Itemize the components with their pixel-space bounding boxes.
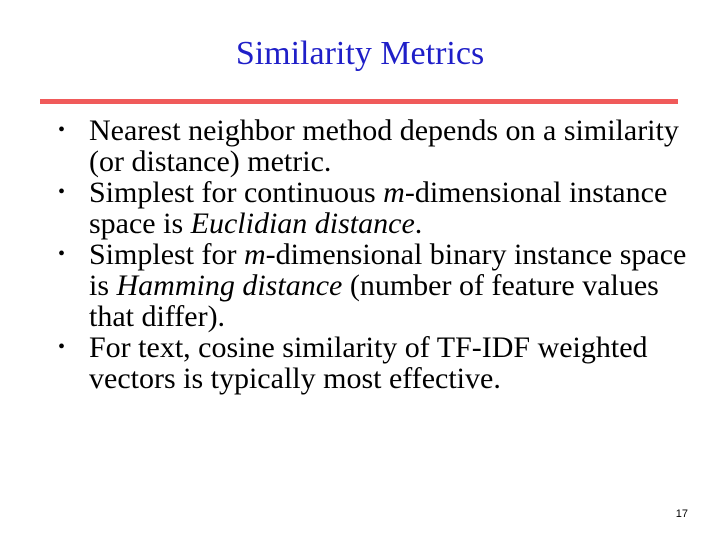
bullet-text: Nearest neighbor method depends on a similarity (or distance) metric.: [89, 114, 679, 178]
bullet-italic-text: Euclidian distance: [190, 207, 415, 240]
bullet-text: Simplest for: [89, 238, 244, 271]
bullet-item: [58, 115, 688, 177]
bullet-item: [58, 332, 688, 394]
bullet-italic-text: Hamming distance: [116, 269, 343, 302]
bullet-text: -dimensional instance space is: [89, 176, 668, 240]
bullet-italic-text: m: [244, 238, 266, 271]
bullet-text: -dimensional binary instance space is: [89, 238, 687, 302]
slide-title: Similarity Metrics: [235, 35, 485, 72]
page-number: 17: [675, 508, 688, 520]
bullet-italic-text: m: [383, 176, 405, 209]
bullet-text: (number of feature values that differ).: [89, 269, 659, 333]
bullet-icon: •: [58, 119, 66, 141]
bullet-text: .: [414, 207, 423, 240]
bullet-item: [58, 239, 688, 332]
bullet-icon: •: [58, 181, 66, 203]
bullet-item: [58, 177, 688, 239]
bullet-list: [58, 115, 688, 394]
bullet-text: Simplest for continuous: [89, 176, 384, 209]
title-divider: [40, 99, 678, 104]
bullet-icon: •: [58, 336, 66, 358]
bullet-text: For text, cosine similarity of TF-IDF weighted vectors is typically most effective.: [89, 331, 648, 395]
bullet-icon: •: [58, 243, 66, 265]
